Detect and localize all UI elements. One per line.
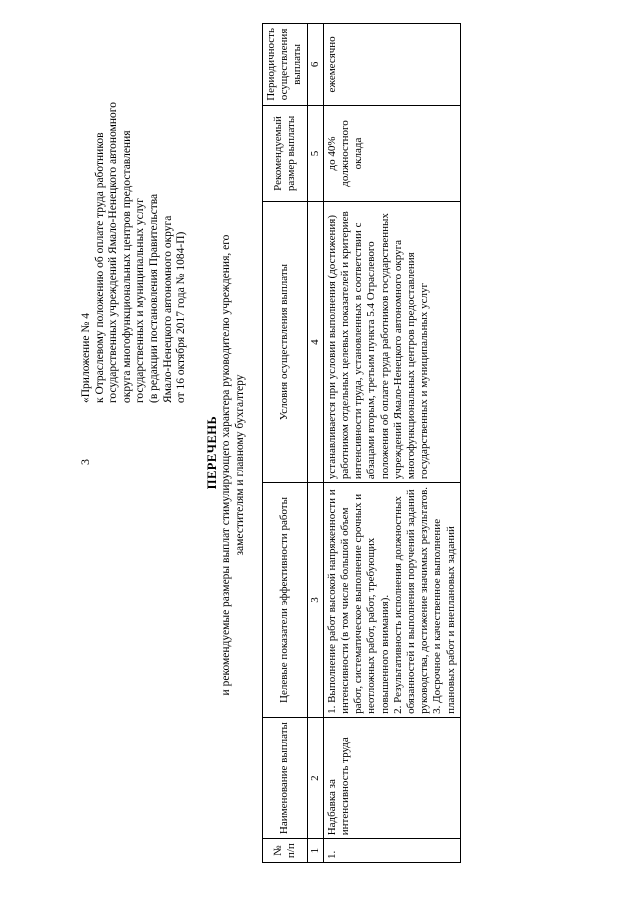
column-number: 4 <box>307 202 323 483</box>
table-row <box>323 24 460 863</box>
table-header-row <box>263 24 308 863</box>
column-header-period: Периодичность осуществления выплаты <box>263 24 308 106</box>
annex-line: Ямало-Ненецкого автономного округа <box>161 215 174 403</box>
annex-line: от 16 октября 2017 года № 1084-П) <box>175 231 188 403</box>
payment-conditions: устанавливается при условии выполнения (достижения) работником отдельных целевых показателей и критериев интенсивности труда, установленных в соответствии с абзацами вторым, третьим пункта 5.4 Отраслевого положения об оплате труда работников государственных учреждений Ямало-Ненецкого автономного округа многофункциональных центров предоставления государственных и муниципальных услуг <box>323 202 460 483</box>
criteria-item: 3. Досрочное и качественное выполнение плановых работ и внеплановых заданий <box>431 518 457 714</box>
column-number: 6 <box>307 24 323 106</box>
page-number: 3 <box>78 459 92 465</box>
annex-line: государственных учреждений Ямало-Ненецкого автономного <box>107 102 120 403</box>
column-number: 5 <box>307 105 323 201</box>
payments-table <box>262 23 461 863</box>
annex-line: (в редакции постановления Правительства <box>147 193 160 403</box>
payment-period: ежемесячно <box>323 24 460 106</box>
column-number: 1 <box>307 839 323 863</box>
annex-line: к Отраслевому положению об оплате труда работников <box>93 132 106 403</box>
annex-line: «Приложение № 4 <box>80 313 92 403</box>
payment-amount: до 40% должностного оклада <box>323 105 460 201</box>
annex-line: государственных и муниципальных услуг <box>134 198 147 403</box>
annex-header <box>80 33 189 403</box>
row-number: 1. <box>323 839 460 863</box>
payment-name: Надбавка за интенсивность труда <box>323 717 460 838</box>
column-header-conditions: Условия осуществления выплаты <box>263 202 308 483</box>
column-header-number: № п/п <box>263 839 308 863</box>
column-number: 3 <box>307 483 323 718</box>
column-number-row <box>307 24 323 863</box>
column-number: 2 <box>307 717 323 838</box>
column-header-amount: Рекомендуемый размер выплаты <box>263 105 308 201</box>
criteria-item: 2. Результативность исполнения должностных обязанностей и выполнения поручений заданий руководства, достижение значимых результатов. <box>391 486 431 714</box>
document-subtitle: и рекомендуемые размеры выплат стимулирующего характера руководителю учреждения, его заместителям и главному бухгалтеру <box>220 234 246 696</box>
annex-line: округа многофункциональных центров предоставления <box>120 130 133 403</box>
criteria-item: 1. Выполнение работ высокой напряженности и интенсивности (в том числе большой объем работ, систематическое выполнение срочных и неотложных работ, работ, требующих повышенного внимания). <box>325 489 391 714</box>
document-title: ПЕРЕЧЕНЬ <box>205 415 219 490</box>
payment-criteria <box>323 483 460 718</box>
column-header-criteria: Целевые показатели эффективности работы <box>263 483 308 718</box>
column-header-name: Наименование выплаты <box>263 717 308 838</box>
